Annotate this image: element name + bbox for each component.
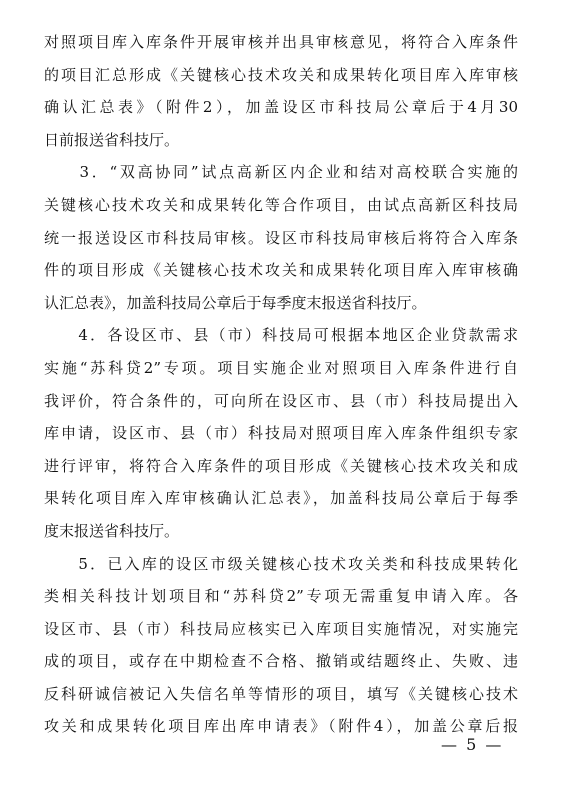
text-line: 认汇总表》，加盖科技局公章后于每季度末报送省科技厅。 <box>44 293 427 312</box>
text-line: 对照项目库入库条件开展审核并出具审核意见，将符合入库条件 <box>44 33 518 51</box>
text-line: 我评价，符合条件的，可向所在设区市、县（市）科技局提出入 <box>44 391 518 410</box>
text-line: 类相关科技计划项目和“苏科贷2”专项无需重复申请入库。各 <box>44 587 518 606</box>
text-line: 日前报送省科技厅。 <box>44 130 180 149</box>
document-body <box>44 26 518 743</box>
text-line: 确认汇总表》（附件2），加盖设区市科技局公章后于4月30 <box>44 98 518 117</box>
text-line: 设区市、县（市）科技局应核实已入库项目实施情况，对实施完 <box>44 619 518 638</box>
text-line: 件的项目形成《关键核心技术攻关和成果转化项目库入库审核确 <box>44 261 518 280</box>
text-line: 的项目汇总形成《关键核心技术攻关和成果转化项目库入库审核 <box>44 65 518 84</box>
text-line: 攻关和成果转化项目库出库申请表》（附件4），加盖公章后报 <box>44 717 518 736</box>
paragraph-item-5 <box>44 548 518 744</box>
text-line: 果转化项目库入库审核确认汇总表》，加盖科技局公章后于每季 <box>44 489 518 508</box>
text-line: 3．“双高协同”试点高新区内企业和结对高校联合实施的 <box>44 163 518 182</box>
text-line: 度末报送省科技厅。 <box>44 521 180 540</box>
text-line: 关键核心技术攻关和成果转化等合作项目，由试点高新区科技局 <box>44 195 518 214</box>
text-line: 5．已入库的设区市级关键核心技术攻关类和科技成果转化 <box>44 554 518 573</box>
text-line: 成的项目，或存在中期检查不合格、撤销或结题终止、失败、违 <box>44 652 518 671</box>
paragraph-item-4 <box>44 319 518 547</box>
text-line: 4．各设区市、县（市）科技局可根据本地区企业贷款需求 <box>44 326 518 345</box>
text-line: 实施“苏科贷2”专项。项目实施企业对照项目入库条件进行自 <box>44 358 518 377</box>
paragraph-item-3 <box>44 156 518 319</box>
paragraph-1 <box>44 26 518 156</box>
text-line: 进行评审，将符合入库条件的项目形成《关键核心技术攻关和成 <box>44 456 518 475</box>
page-number: — 5 — <box>441 735 504 754</box>
text-line: 统一报送设区市科技局审核。设区市科技局审核后将符合入库条 <box>44 228 518 247</box>
text-line: 库申请，设区市、县（市）科技局对照项目库入库条件组织专家 <box>44 424 518 443</box>
text-line: 反科研诚信被记入失信名单等情形的项目，填写《关键核心技术 <box>44 684 518 703</box>
